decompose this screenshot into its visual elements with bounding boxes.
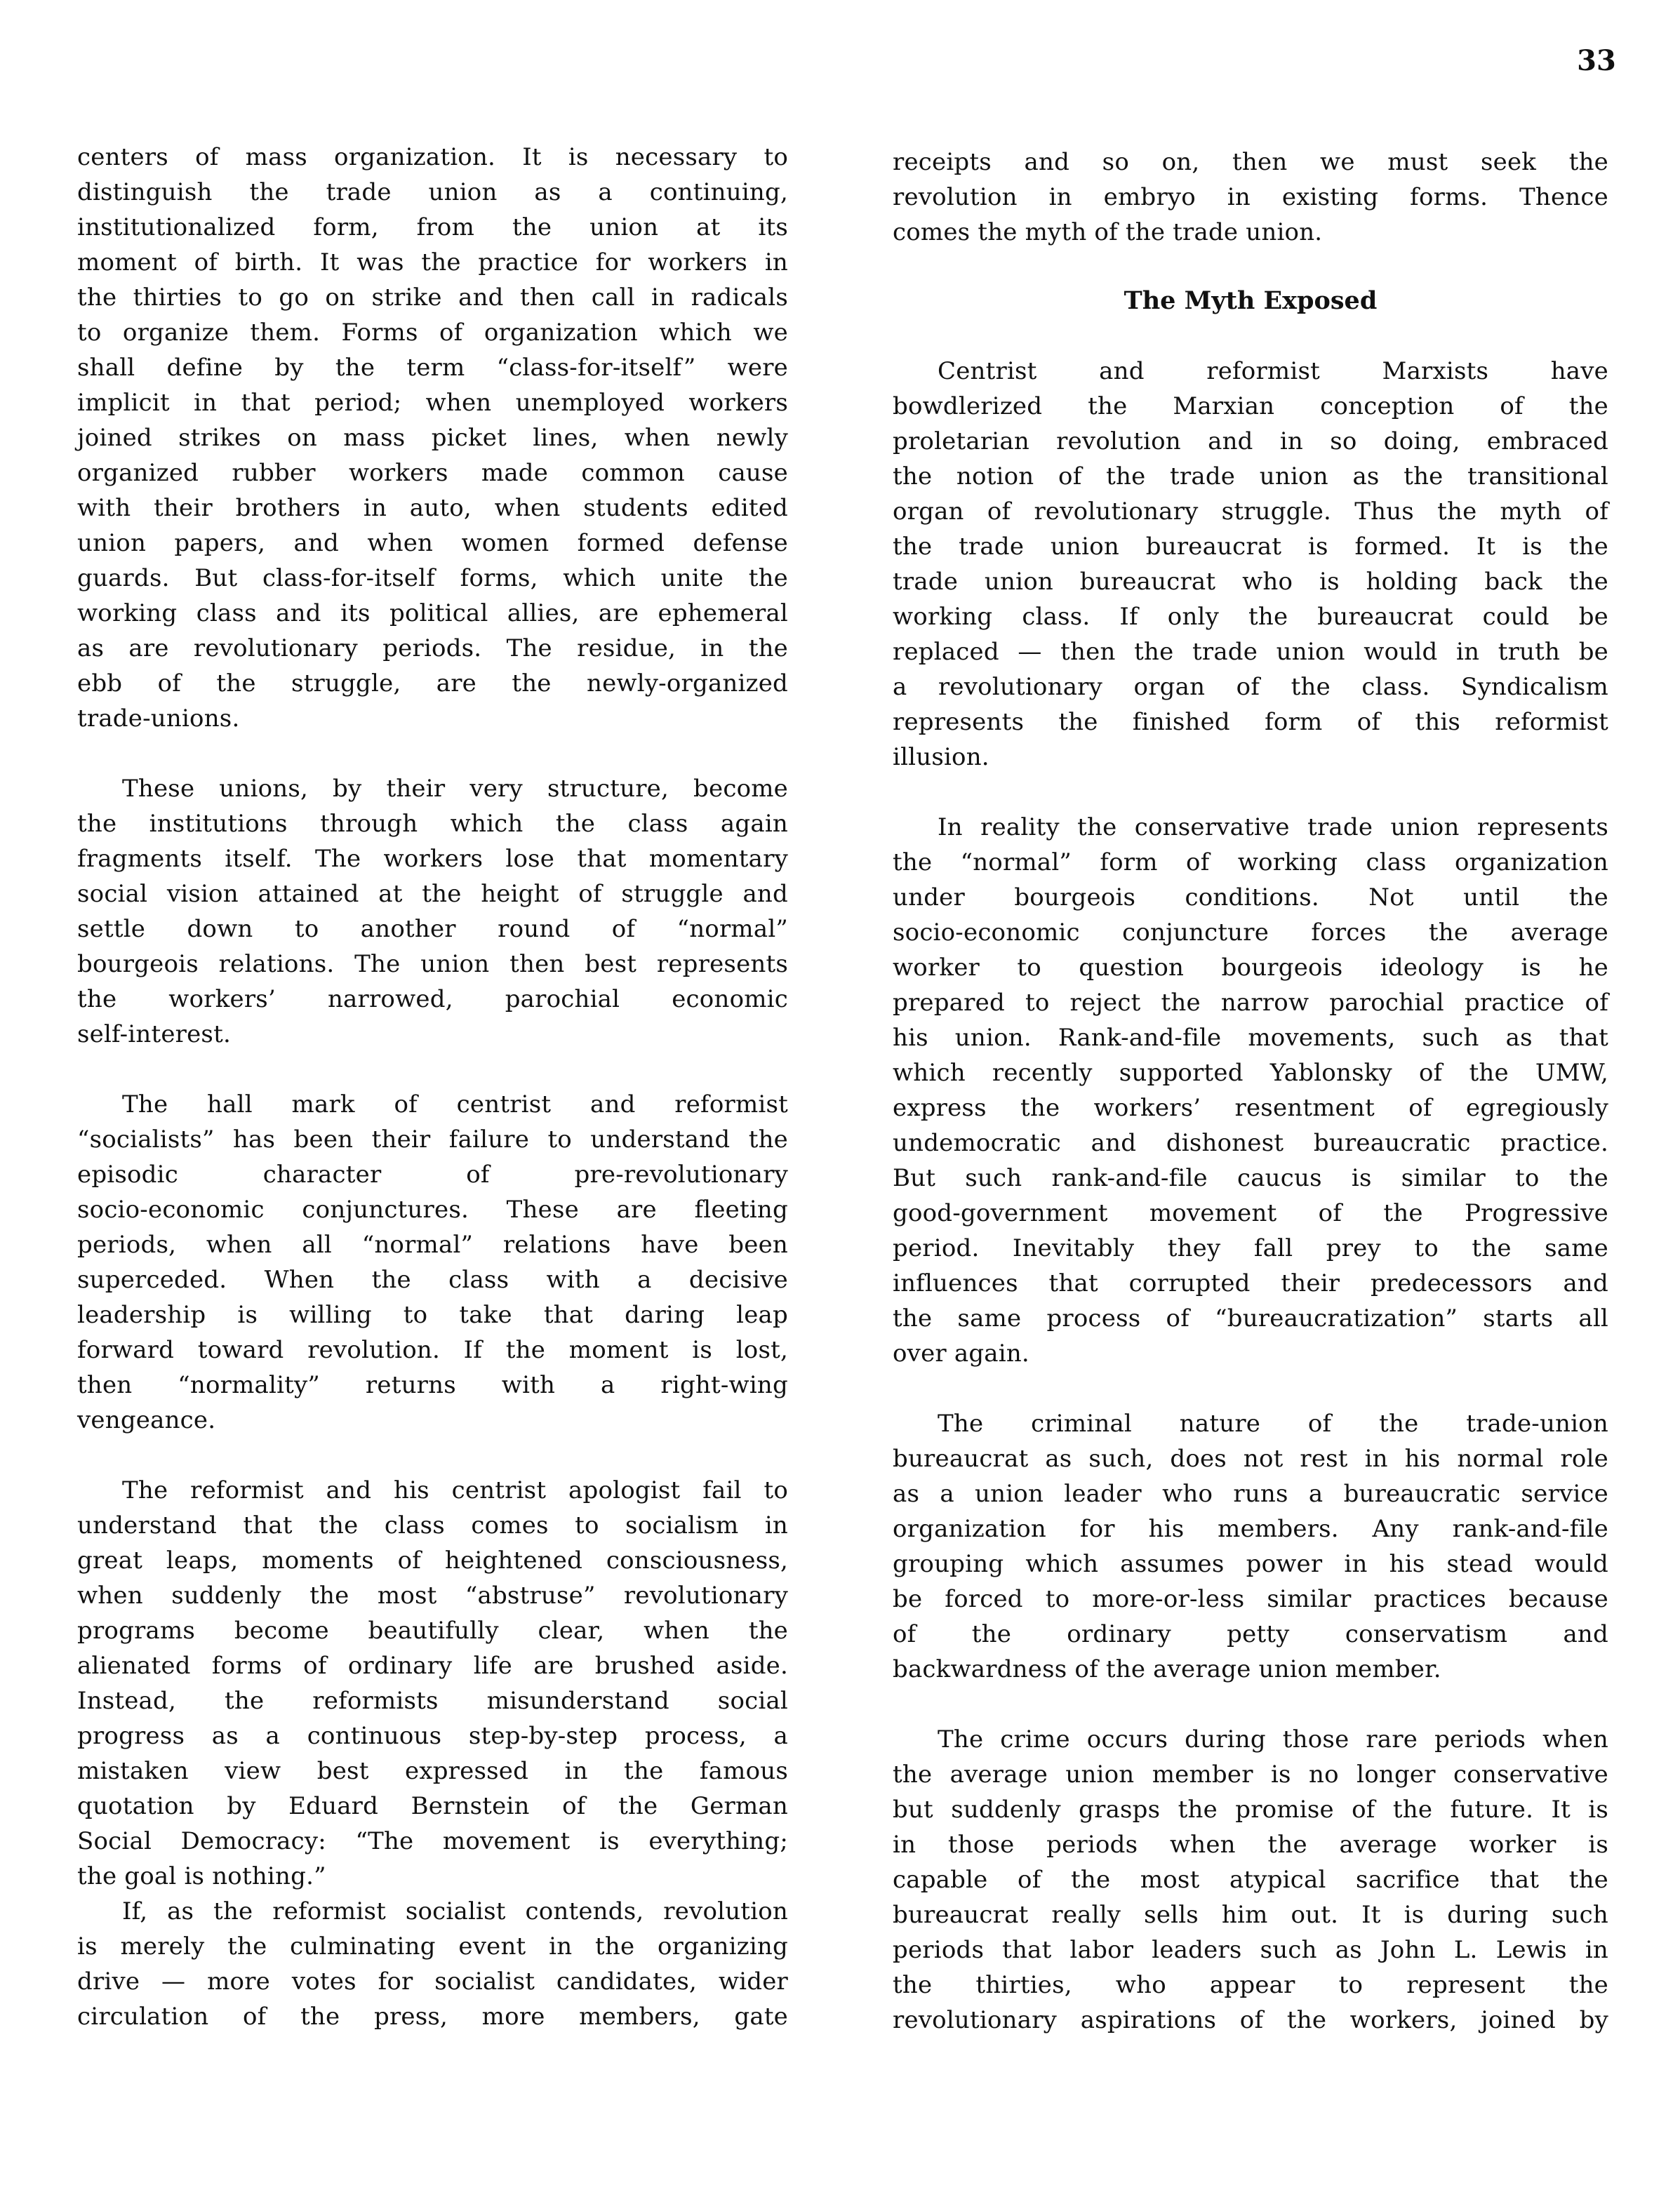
text-line: the workers’ narrowed, parochial economic	[77, 985, 788, 1013]
text-line: the trade union bureaucrat is formed. It is the	[893, 533, 1608, 561]
text-line: with their brothers in auto, when students edited	[77, 494, 788, 522]
text-line: worker to question bourgeois ideology is he	[893, 954, 1608, 982]
text-line: fragments itself. The workers lose that momentary	[77, 845, 788, 873]
text-line: In reality the conservative trade union represents	[938, 813, 1608, 841]
text-line: the notion of the trade union as the transitional	[893, 462, 1608, 490]
text-line: his union. Rank-and-file movements, such as that	[893, 1024, 1608, 1052]
text-line: bourgeois relations. The union then best represents	[77, 950, 788, 978]
text-line: implicit in that period; when unemployed workers	[77, 389, 788, 417]
text-line: organ of revolutionary struggle. Thus the myth of	[893, 497, 1608, 526]
text-line: bureaucrat really sells him out. It is during such	[893, 1901, 1608, 1929]
text-line: forward toward revolution. If the moment is lost,	[77, 1336, 788, 1364]
text-line: leadership is willing to take that daring leap	[77, 1301, 788, 1329]
text-line: then “normality” returns with a right-wing	[77, 1371, 788, 1399]
text-line: the same process of “bureaucratization” starts all	[893, 1304, 1608, 1333]
text-line: organized rubber workers made common cause	[77, 459, 788, 487]
text-line: understand that the class comes to socialism in	[77, 1511, 788, 1540]
text-line: be forced to more-or-less similar practices because	[893, 1585, 1608, 1613]
text-line: shall define by the term “class-for-itself” were	[77, 354, 788, 382]
text-line: centers of mass organization. It is necessary to	[77, 143, 788, 171]
text-line: organization for his members. Any rank-and-file	[893, 1515, 1608, 1543]
text-line: episodic character of pre-revolutionary	[77, 1161, 788, 1189]
text-line: bowdlerized the Marxian conception of the	[893, 392, 1608, 420]
text-line: moment of birth. It was the practice for workers in	[77, 248, 788, 276]
text-line: capable of the most atypical sacrifice that the	[893, 1866, 1608, 1894]
text-line: working class and its political allies, are ephemeral	[77, 599, 788, 627]
text-line: Instead, the reformists misunderstand social	[77, 1687, 788, 1715]
section-heading: The Myth Exposed	[1124, 286, 1378, 315]
intro-line: comes the myth of the trade union.	[893, 218, 1323, 246]
intro-line: revolution in embryo in existing forms. Thence	[893, 183, 1608, 211]
text-line: the average union member is no longer conservative	[893, 1761, 1608, 1789]
text-line: union papers, and when women formed defense	[77, 529, 788, 557]
text-line: when suddenly the most “abstruse” revolutionary	[77, 1582, 788, 1610]
text-line: ebb of the struggle, are the newly-organized	[77, 669, 788, 697]
text-line: vengeance.	[77, 1406, 216, 1434]
text-line: the institutions through which the class again	[77, 810, 788, 838]
text-line: in those periods when the average worker is	[893, 1831, 1608, 1859]
text-line: These unions, by their very structure, become	[122, 775, 788, 803]
text-line: programs become beautifully clear, when the	[77, 1617, 788, 1645]
text-line: which recently supported Yablonsky of the UMW,	[893, 1059, 1608, 1087]
text-line: express the workers’ resentment of egregiously	[893, 1094, 1608, 1122]
text-line: mistaken view best expressed in the famous	[77, 1757, 788, 1785]
text-line: undemocratic and dishonest bureaucratic practice.	[893, 1129, 1608, 1157]
text-line: good-government movement of the Progressive	[893, 1199, 1608, 1227]
text-line: a revolutionary organ of the class. Syndicalism	[893, 673, 1608, 701]
text-line: joined strikes on mass picket lines, when newly	[77, 424, 788, 452]
text-line: The reformist and his centrist apologist fail to	[122, 1476, 788, 1504]
text-line: is merely the culminating event in the organizing	[77, 1932, 788, 1961]
text-line: but suddenly grasps the promise of the future. It is	[893, 1796, 1608, 1824]
text-line: trade union bureaucrat who is holding back the	[893, 568, 1608, 596]
text-line: distinguish the trade union as a continuing,	[77, 178, 788, 206]
text-line: social vision attained at the height of struggle and	[77, 880, 788, 908]
text-line: But such rank-and-file caucus is similar to the	[893, 1164, 1608, 1192]
text-line: great leaps, moments of heightened consciousness,	[77, 1547, 788, 1575]
text-line: represents the finished form of this reformist	[893, 708, 1608, 736]
text-line: the thirties, who appear to represent the	[893, 1971, 1608, 1999]
text-line: The hall mark of centrist and reformist	[122, 1090, 788, 1118]
text-line: to organize them. Forms of organization which we	[77, 319, 788, 347]
text-line: trade-unions.	[77, 704, 240, 733]
text-line: quotation by Eduard Bernstein of the German	[77, 1792, 788, 1820]
text-line: alienated forms of ordinary life are brushed aside.	[77, 1652, 788, 1680]
text-line: as are revolutionary periods. The residue, in the	[77, 634, 788, 662]
text-line: drive — more votes for socialist candidates, wider	[77, 1968, 788, 1996]
text-line: influences that corrupted their predecessors and	[893, 1269, 1608, 1297]
text-line: periods, when all “normal” relations have been	[77, 1231, 788, 1259]
text-line: over again.	[893, 1340, 1029, 1368]
text-line: The criminal nature of the trade-union	[938, 1410, 1608, 1438]
text-line: working class. If only the bureaucrat could be	[893, 603, 1608, 631]
text-line: revolutionary aspirations of the workers, joined by	[893, 2006, 1608, 2034]
text-line: guards. But class-for-itself forms, which unite the	[77, 564, 788, 592]
page-number: 33	[1577, 44, 1616, 77]
text-line: the “normal” form of working class organization	[893, 848, 1608, 876]
text-line: The crime occurs during those rare periods when	[938, 1725, 1608, 1754]
text-line: Social Democracy: “The movement is everything;	[77, 1827, 788, 1855]
text-line: superceded. When the class with a decisive	[77, 1266, 788, 1294]
text-line: replaced — then the trade union would in truth be	[893, 638, 1608, 666]
text-line: socio-economic conjuncture forces the average	[893, 919, 1608, 947]
text-line: periods that labor leaders such as John L. Lewis in	[893, 1936, 1608, 1964]
text-line: self-interest.	[77, 1020, 231, 1048]
text-line: progress as a continuous step-by-step process, a	[77, 1722, 788, 1750]
text-line: Centrist and reformist Marxists have	[938, 357, 1608, 385]
text-line: circulation of the press, more members, gate	[77, 2003, 788, 2031]
text-line: If, as the reformist socialist contends, revolution	[122, 1897, 788, 1925]
text-line: the thirties to go on strike and then call in radicals	[77, 283, 788, 312]
text-line: backwardness of the average union member.	[893, 1655, 1441, 1683]
text-line: under bourgeois conditions. Not until the	[893, 883, 1608, 911]
text-line: “socialists” has been their failure to understand the	[77, 1126, 788, 1154]
intro-line: receipts and so on, then we must seek the	[893, 148, 1608, 176]
text-line: settle down to another round of “normal”	[77, 915, 788, 943]
text-line: illusion.	[893, 743, 989, 771]
text-line: proletarian revolution and in so doing, embraced	[893, 427, 1608, 455]
text-line: grouping which assumes power in his stead would	[893, 1550, 1608, 1578]
text-line: the goal is nothing.”	[77, 1862, 326, 1890]
text-line: as a union leader who runs a bureaucratic service	[893, 1480, 1608, 1508]
text-line: institutionalized form, from the union at its	[77, 213, 788, 241]
text-line: bureaucrat as such, does not rest in his normal role	[893, 1445, 1608, 1473]
text-line: socio-economic conjunctures. These are fleeting	[77, 1196, 788, 1224]
text-line: prepared to reject the narrow parochial practice of	[893, 989, 1608, 1017]
text-line: period. Inevitably they fall prey to the same	[893, 1234, 1608, 1262]
text-line: of the ordinary petty conservatism and	[893, 1620, 1608, 1648]
